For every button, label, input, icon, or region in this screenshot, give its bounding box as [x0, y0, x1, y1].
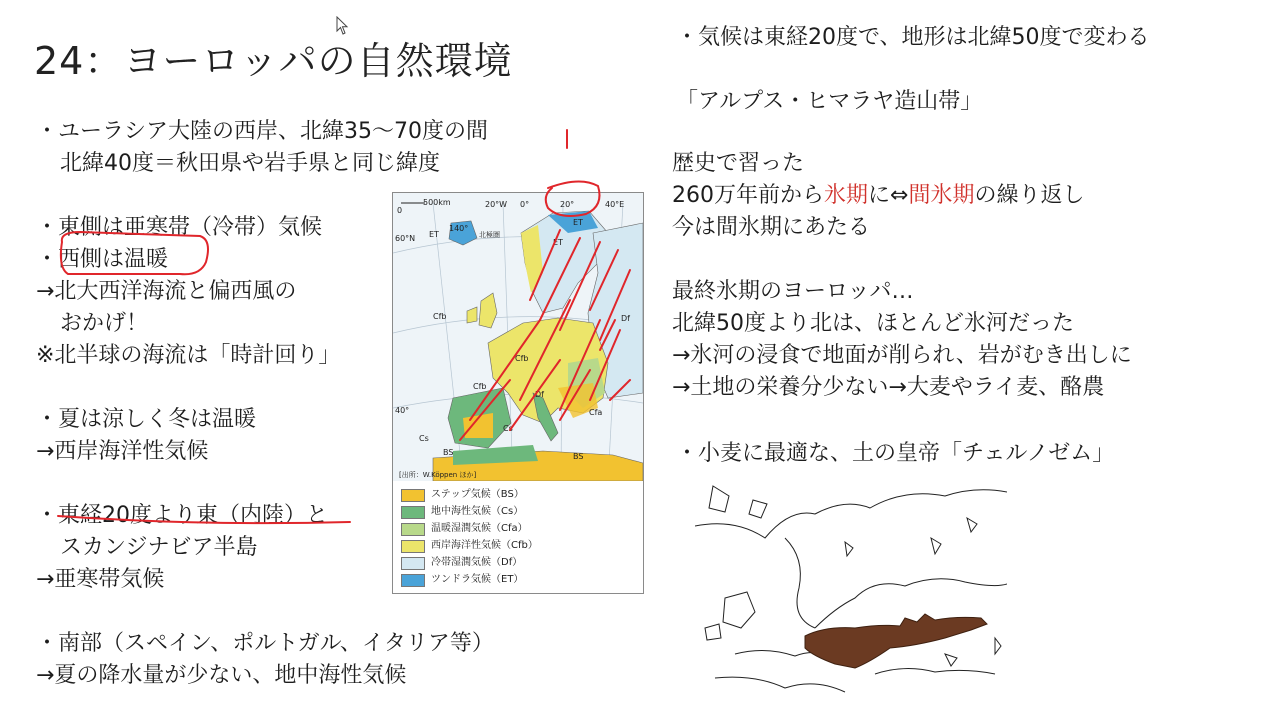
legend-item — [401, 487, 524, 503]
scale-label: 500km — [423, 198, 451, 207]
slide-title: 24：ヨーロッパの自然環境 — [34, 39, 513, 83]
lon-label: 20° — [560, 200, 575, 209]
zone-label: Cfb — [433, 312, 447, 321]
lon-label: 20°W — [485, 200, 508, 209]
glacial-cycle-c: に⇔ — [868, 183, 909, 208]
ocean-current-note: ※北半球の海流は「時計回り」 — [36, 343, 341, 368]
chernozem-map — [695, 478, 1007, 710]
chernozem-region — [805, 614, 987, 668]
legend-label: 地中海性気候（Cs） — [431, 506, 524, 517]
legend-item — [401, 504, 523, 520]
zone-label: BS — [573, 452, 584, 461]
legend-label: ツンドラ気候（ET） — [431, 574, 524, 585]
bullet-summer-winter: ・夏は涼しく冬は温暖 — [36, 407, 257, 432]
bullet-east-of-20: ・東経20度より東（内陸）と — [36, 503, 328, 528]
legend-label: 冷帯湿潤気候（Df） — [431, 557, 523, 568]
lon-label: 0° — [520, 200, 530, 209]
lon-140-label: 140° — [449, 224, 469, 233]
legend-label: ステップ気候（BS） — [431, 489, 524, 500]
zone-label: BS — [443, 448, 454, 457]
legend-swatch — [401, 557, 425, 570]
history-note: 歴史で習った — [672, 151, 805, 176]
legend-label: 西岸海洋性気候（Cfb） — [431, 540, 538, 551]
legend-swatch — [401, 523, 425, 536]
mouse-cursor-icon — [336, 16, 350, 36]
alpine-himalayan-belt: 「アルプス・ヒマラヤ造山帯」 — [676, 89, 983, 114]
legend-label: 温暖湿潤気候（Cfa） — [431, 523, 528, 534]
glacial-erosion: →氷河の浸食で地面が削られ、岩がむき出しに — [672, 343, 1132, 368]
glacial-cycle-e: の繰り返し — [974, 183, 1085, 208]
west-coast-marine: →西岸海洋性気候 — [36, 439, 209, 464]
zone-label: Df — [535, 390, 544, 399]
reason-current-wind: →北大西洋海流と偏西風の — [36, 279, 297, 304]
legend-swatch — [401, 489, 425, 502]
lon-label: 40°E — [605, 200, 625, 209]
climate-terrain-boundary: ・気候は東経20度で、地形は北緯50度で変わる — [676, 25, 1150, 50]
legend-item — [401, 521, 528, 537]
legend-swatch — [401, 574, 425, 587]
bullet-west-warm: ・西側は温暖 — [36, 247, 169, 272]
zone-label: ET — [429, 230, 439, 239]
glacial-period: 氷期 — [824, 183, 869, 208]
subarctic-climate: →亜寒帯気候 — [36, 567, 165, 592]
poor-soil: →土地の栄養分少ない→大麦やライ麦、酪農 — [672, 375, 1105, 400]
zone-label: ET — [573, 218, 583, 227]
legend-item — [401, 555, 522, 571]
north-of-50-glacier: 北緯50度より北は、ほとんど氷河だった — [672, 311, 1074, 336]
europe-climate-map — [392, 192, 644, 594]
legend-item — [401, 572, 523, 588]
climate-map-graphic — [393, 193, 643, 481]
zone-label: Df — [621, 314, 630, 323]
lat-label: 40° — [395, 406, 410, 415]
zone-label: ET — [553, 238, 563, 247]
glacial-cycle-a: 260万年前から — [672, 183, 824, 208]
glacial-cycle — [672, 180, 1084, 212]
mediterranean-climate: →夏の降水量が少ない、地中海性気候 — [36, 663, 407, 688]
legend-swatch — [401, 506, 425, 519]
lat-label: 60°N — [395, 234, 416, 243]
zone-label: Cs — [419, 434, 429, 443]
arctic-circle-label: 北極圏 — [479, 231, 500, 239]
latitude-note: 北緯40度＝秋田県や岩手県と同じ緯度 — [60, 151, 440, 176]
zone-label: Cs — [503, 424, 513, 433]
scale-zero: 0 — [397, 206, 403, 215]
map-source: [出所：W.Köppen ほか] — [399, 471, 477, 479]
bullet-location: ・ユーラシア大陸の西岸、北緯35〜70度の間 — [36, 119, 488, 144]
chernozem-note: ・小麦に最適な、土の皇帝「チェルノゼム」 — [676, 441, 1115, 466]
zone-label: Cfa — [589, 408, 603, 417]
bullet-south: ・南部（スペイン、ポルトガル、イタリア等） — [36, 631, 494, 656]
chernozem-map-graphic — [695, 478, 1007, 710]
last-glacial-heading: 最終氷期のヨーロッパ… — [672, 279, 914, 304]
reason-thanks: おかげ！ — [60, 311, 149, 336]
interglacial-period: 間氷期 — [908, 183, 975, 208]
scandinavia: スカンジナビア半島 — [60, 535, 258, 560]
legend-swatch — [401, 540, 425, 553]
legend-item — [401, 538, 538, 554]
climate-legend — [393, 481, 643, 593]
zone-label: Cfb — [473, 382, 487, 391]
current-interglacial: 今は間氷期にあたる — [672, 215, 871, 240]
bullet-east-climate: ・東側は亜寒帯（冷帯）気候 — [36, 215, 323, 240]
zone-label: Cfb — [515, 354, 529, 363]
